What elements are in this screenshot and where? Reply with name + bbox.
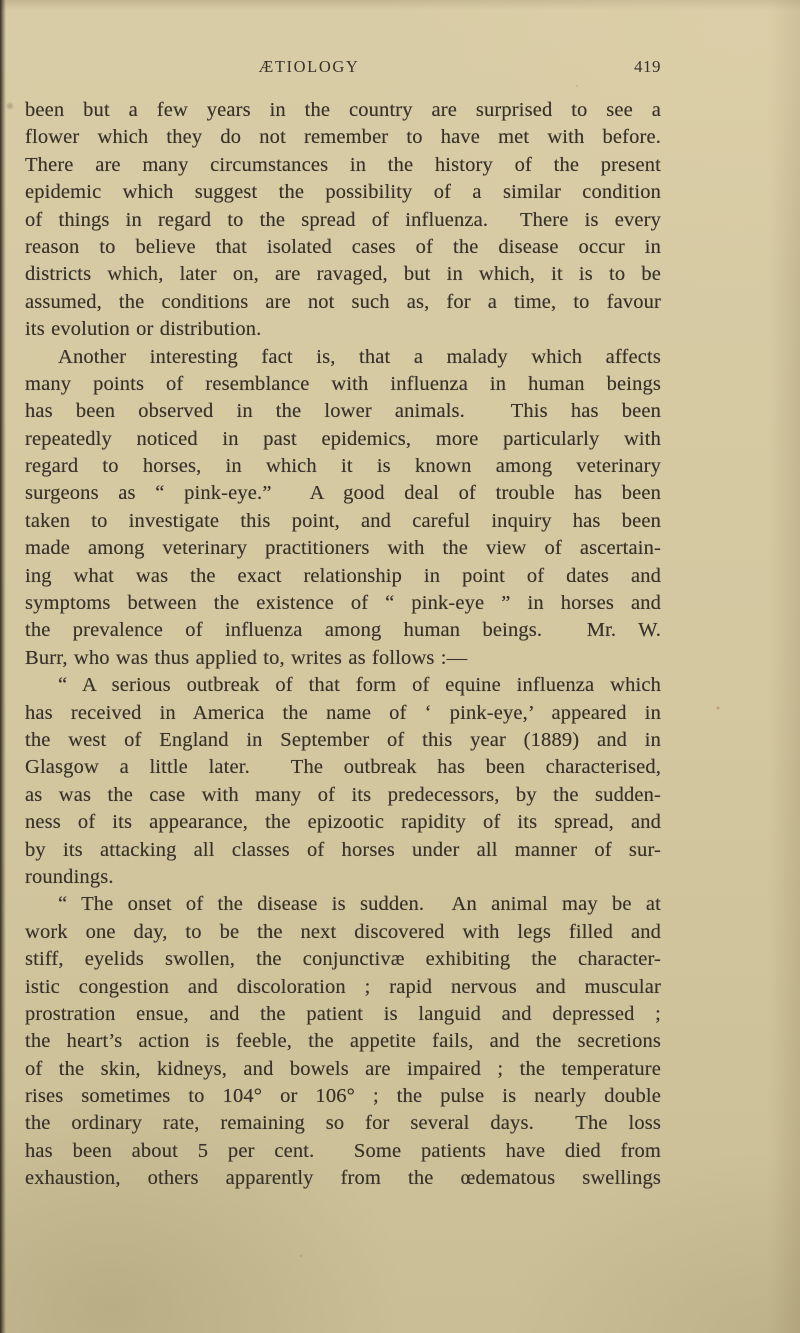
text-line: has received in America the name of ‘ pink-eye,’ appeared in bbox=[25, 701, 661, 724]
paragraph bbox=[25, 97, 661, 344]
text-line: stiff, eyelids swollen, the conjunctivæ exhibiting the character- bbox=[25, 948, 661, 971]
text-line: There are many circumstances in the history of the present bbox=[25, 153, 661, 176]
text-line: rises sometimes to 104° or 106° ; the pulse is nearly double bbox=[25, 1085, 661, 1108]
text-line: repeatedly noticed in past epidemics, more particularly with bbox=[25, 427, 661, 450]
text-line: Another interesting fact is, that a malady which affects bbox=[58, 345, 661, 368]
text-line: ness of its appearance, the epizootic rapidity of its spread, and bbox=[25, 811, 661, 834]
text-line: its evolution or distribution. bbox=[25, 318, 262, 341]
text-line: made among veterinary practitioners with the view of ascertain- bbox=[25, 537, 661, 560]
text-line: regard to horses, in which it is known among veterinary bbox=[25, 455, 661, 478]
text-line: surgeons as “ pink-eye.” A good deal of trouble has been bbox=[25, 482, 661, 505]
text-line: reason to believe that isolated cases of the disease occur in bbox=[25, 235, 661, 258]
text-line: “ A serious outbreak of that form of equine influenza which bbox=[58, 674, 661, 697]
text-line: istic congestion and discoloration ; rapid nervous and muscular bbox=[25, 975, 661, 998]
page-number: 419 bbox=[634, 57, 661, 76]
text-line: taken to investigate this point, and careful inquiry has been bbox=[25, 509, 661, 532]
text-line: by its attacking all classes of horses under all manner of sur- bbox=[25, 838, 661, 861]
text-line: “ The onset of the disease is sudden. An animal may be at bbox=[58, 893, 661, 916]
text-line: roundings. bbox=[25, 865, 114, 888]
body-text bbox=[25, 97, 661, 1193]
running-header bbox=[25, 57, 661, 79]
text-line: epidemic which suggest the possibility of a similar condition bbox=[25, 181, 661, 204]
text-line: flower which they do not remember to have met with before. bbox=[25, 126, 661, 149]
text-line: districts which, later on, are ravaged, but in which, it is to be bbox=[25, 263, 661, 286]
text-line: Burr, who was thus applied to, writes as follows :— bbox=[25, 646, 468, 669]
text-line: symptoms between the existence of “ pink-eye ” in horses and bbox=[25, 592, 661, 615]
text-line: work one day, to be the next discovered with legs filled and bbox=[25, 920, 661, 943]
paragraph bbox=[25, 891, 661, 1192]
text-line: many points of resemblance with influenza in human beings bbox=[25, 372, 661, 395]
text-line: of the skin, kidneys, and bowels are impaired ; the temperature bbox=[25, 1057, 661, 1080]
text-line: as was the case with many of its predecessors, by the sudden- bbox=[25, 783, 661, 806]
text-line: the prevalence of influenza among human beings. Mr. W. bbox=[25, 619, 661, 642]
paragraph bbox=[25, 344, 661, 673]
text-line: assumed, the conditions are not such as, for a time, to favour bbox=[25, 290, 661, 313]
text-line: been but a few years in the country are surprised to see a bbox=[25, 99, 661, 121]
text-line: the west of England in September of this year (1889) and in bbox=[25, 728, 661, 751]
text-line: the heart’s action is feeble, the appetite fails, and the secretions bbox=[25, 1030, 661, 1053]
text-line: has been observed in the lower animals. This has been bbox=[25, 400, 661, 423]
page-title: ÆTIOLOGY bbox=[258, 57, 360, 76]
text-line: ing what was the exact relationship in point of dates and bbox=[25, 564, 661, 587]
text-line: of things in regard to the spread of influenza. There is every bbox=[25, 208, 661, 231]
text-line: exhaustion, others apparently from the œdematous swellings bbox=[25, 1167, 661, 1190]
text-line: prostration ensue, and the patient is languid and depressed ; bbox=[25, 1002, 661, 1025]
text-line: Glasgow a little later. The outbreak has been characterised, bbox=[25, 756, 661, 779]
text-line: the ordinary rate, remaining so for several days. The loss bbox=[25, 1112, 661, 1135]
paragraph bbox=[25, 672, 661, 891]
text-line: has been about 5 per cent. Some patients have died from bbox=[25, 1139, 661, 1162]
